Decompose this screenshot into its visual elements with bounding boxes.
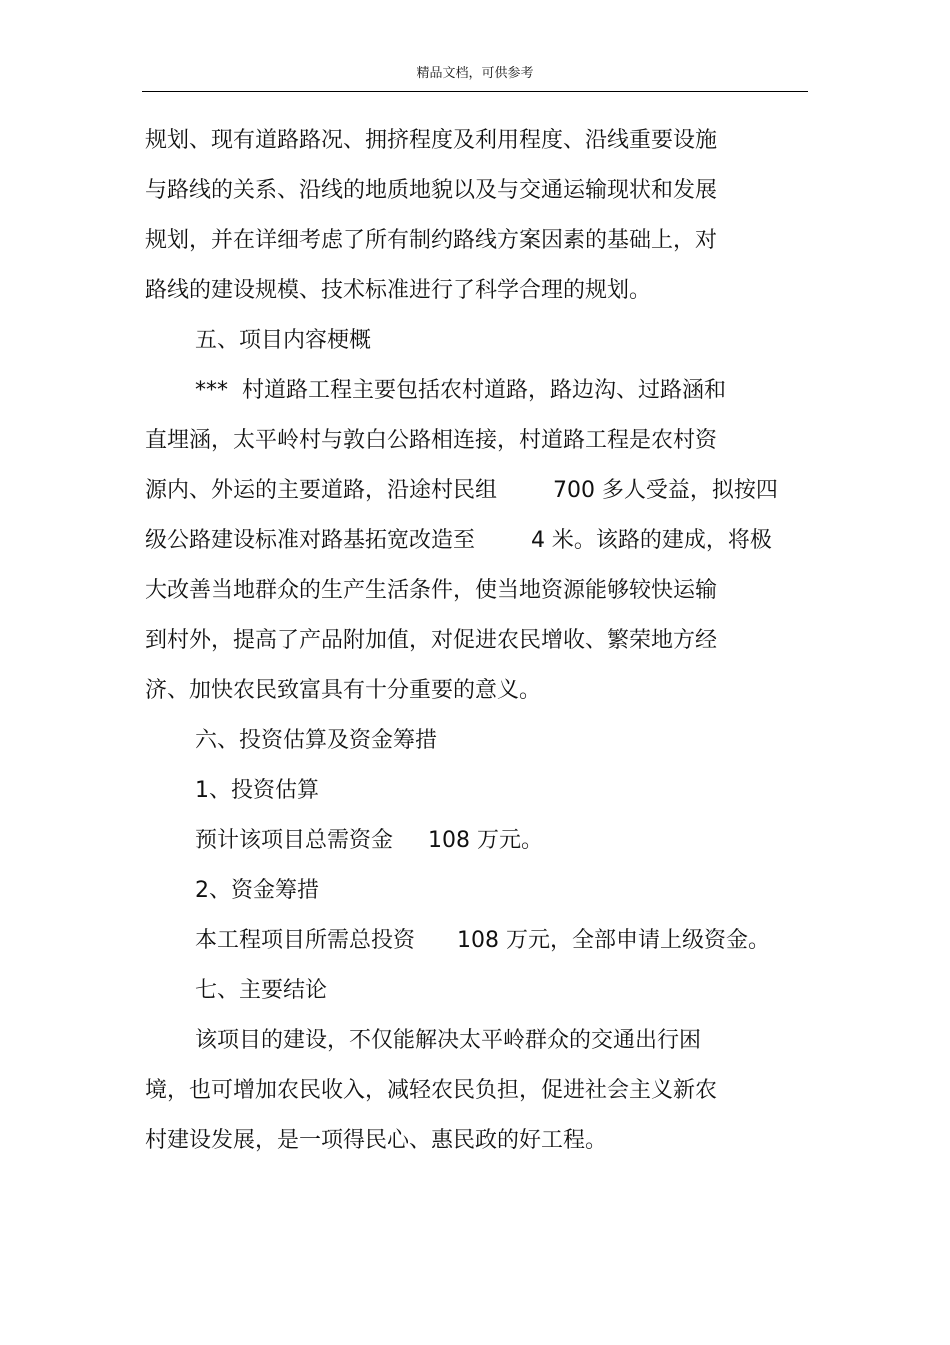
paragraph-line: 预计该项目总需资金 108 万元。 [195,828,543,853]
paragraph-line: 规划，并在详细考虑了所有制约路线方案因素的基础上，对 [145,228,718,253]
paragraph-line: 本工程项目所需总投资 108 万元，全部申请上级资金。 [195,928,770,953]
paragraph-line: 路线的建设规模、技术标准进行了科学合理的规划。 [145,278,652,303]
paragraph-line: 济、加快农民致富具有十分重要的意义。 [145,678,542,703]
paragraph-line: 大改善当地群众的生产生活条件，使当地资源能够较快运输 [145,578,718,603]
paragraph-line: 村建设发展，是一项得民心、惠民政的好工程。 [145,1128,608,1153]
paragraph-line: 与路线的关系、沿线的地质地貌以及与交通运输现状和发展 [145,178,718,203]
paragraph-line: 境，也可增加农民收入，减轻农民负担，促进社会主义新农 [145,1078,718,1103]
subsection-heading: 2、资金筹措 [195,878,319,903]
paragraph-line: 源内、外运的主要道路，沿途村民组 700 多人受益，拟按四 [145,478,778,503]
paragraph-line: *** 村道路工程主要包括农村道路，路边沟、过路涵和 [195,378,726,403]
paragraph-line: 直埋涵，太平岭村与敦白公路相连接，村道路工程是农村资 [145,428,718,453]
paragraph-line: 该项目的建设，不仅能解决太平岭群众的交通出行困 [195,1028,702,1053]
section-heading: 六、投资估算及资金筹措 [195,728,438,753]
header-divider [142,91,808,92]
page-header: 精品文档，可供参考 [416,66,534,81]
paragraph-line: 规划、现有道路路况、拥挤程度及利用程度、沿线重要设施 [145,128,718,153]
subsection-heading: 1、投资估算 [195,778,319,803]
section-heading: 五、项目内容梗概 [195,328,372,353]
paragraph-line: 级公路建设标准对路基拓宽改造至 4 米。该路的建成，将极 [145,528,772,553]
paragraph-line: 到村外，提高了产品附加值，对促进农民增收、繁荣地方经 [145,628,718,653]
section-heading: 七、主要结论 [195,978,328,1003]
